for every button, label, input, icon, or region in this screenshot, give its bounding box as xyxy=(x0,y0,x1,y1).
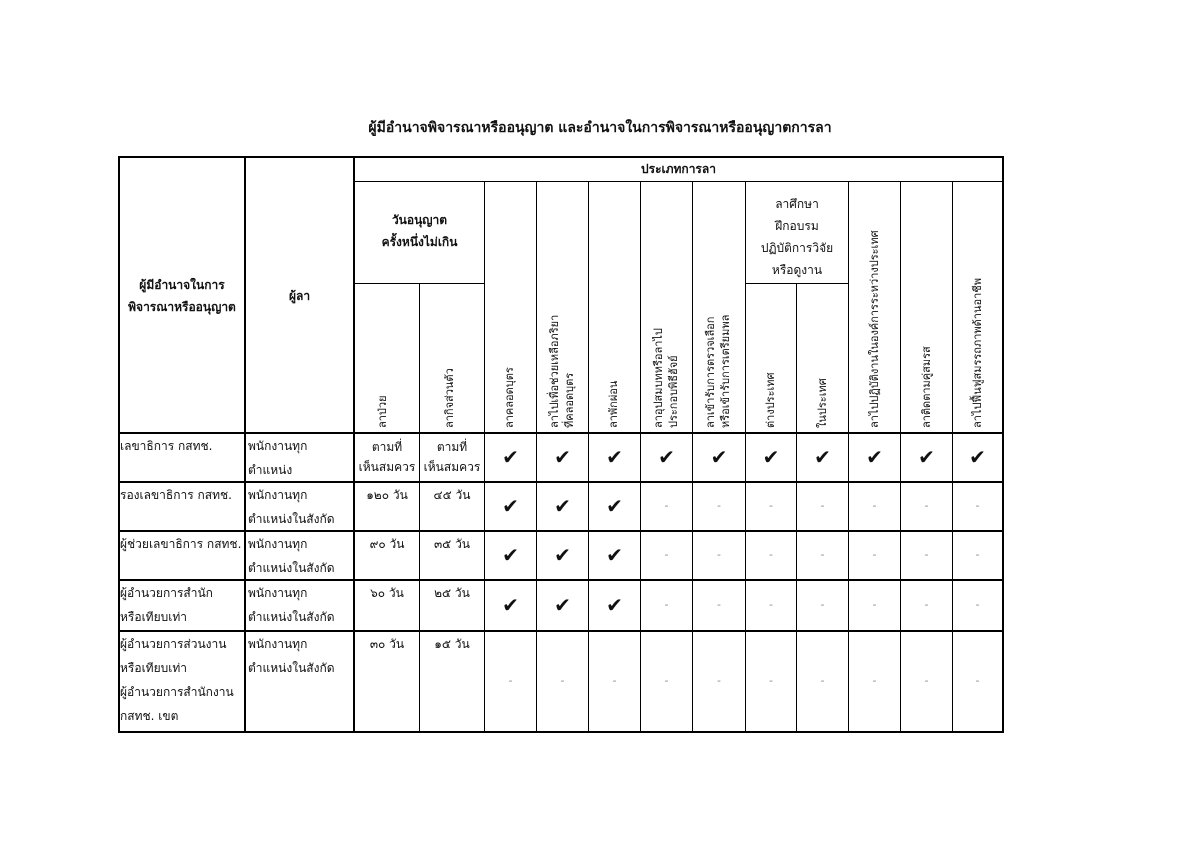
row-2-mark: ✔ xyxy=(606,494,623,518)
header-authority: ผู้มีอำนาจในการ พิจารณาหรืออนุญาต xyxy=(128,278,236,314)
header-study-group: ลาศึกษา ฝึกอบรม ปฏิบัติการวิจัย หรือดูงาน xyxy=(760,197,834,277)
row-3-mark: - xyxy=(872,548,877,561)
row-3-mark: - xyxy=(664,548,669,561)
row-5-mark: - xyxy=(769,674,773,687)
header-ordination-leave: ลาอุปสมบทหรือลาไป ประกอบพิธีฮัจย์ xyxy=(652,328,680,428)
row-4-mark: - xyxy=(664,598,669,611)
row-5-mark: - xyxy=(508,674,513,687)
row-1-requester: พนักงานทุก ตำแหน่ง xyxy=(248,439,308,477)
header-paternity-leave: ลาไปเพื่อช่วยเหลือภริยา ที่คลอดบุตร xyxy=(548,314,576,428)
row-5-mark: - xyxy=(560,674,565,687)
row-2-mark: - xyxy=(975,499,980,512)
header-vacation-leave: ลาพักผ่อน xyxy=(607,380,620,428)
header-study-domestic: ในประเทศ xyxy=(816,378,829,428)
row-4-mark: ✔ xyxy=(502,593,519,617)
rule-after-sick xyxy=(419,283,420,732)
header-days-allowed: วันอนุญาต ครั้งหนึ่งไม่เกิน xyxy=(381,213,458,249)
row-3-mark: ✔ xyxy=(554,543,571,567)
row-4-requester: พนักงานทุก ตำแหน่งในสังกัด xyxy=(248,586,335,624)
row-3-mark: - xyxy=(769,548,773,561)
header-leave-types: ประเภทการลา xyxy=(641,162,716,176)
header-requester: ผู้ลา xyxy=(288,289,311,303)
row-4-mark: - xyxy=(769,598,773,611)
row-3-authority: ผู้ช่วยเลขาธิการ กสทช. xyxy=(120,537,242,551)
row-2-personal-days: ๔๕ วัน xyxy=(433,488,471,502)
row-5-personal-days: ๑๕ วัน xyxy=(434,637,470,651)
row-3-mark: - xyxy=(820,548,825,561)
row-2-mark: ✔ xyxy=(554,494,571,518)
header-personal-leave: ลากิจส่วนตัว xyxy=(443,368,456,428)
row-4-mark: - xyxy=(820,598,825,611)
row-2-mark: - xyxy=(820,499,825,512)
row-2-mark: - xyxy=(924,499,929,512)
row-2-requester: พนักงานทุก ตำแหน่งในสังกัด xyxy=(248,488,335,526)
row-5-mark: - xyxy=(820,674,825,687)
rule-after-authority xyxy=(244,156,246,733)
header-study-abroad: ต่างประเทศ xyxy=(764,372,777,428)
row-2-mark: ✔ xyxy=(502,494,519,518)
row-5-authority: ผู้อำนวยการส่วนงาน หรือเทียบเท่า ผู้อำนวยการสำนักงาน กสทช. เขต xyxy=(120,637,234,723)
row-4-authority: ผู้อำนวยการสำนัก หรือเทียบเท่า xyxy=(120,586,213,624)
row-1-mark: ✔ xyxy=(606,445,623,469)
row-4-mark: ✔ xyxy=(606,593,623,617)
row-4-mark: - xyxy=(975,598,980,611)
row-5-mark: - xyxy=(872,674,877,687)
row-2-mark: - xyxy=(717,499,721,512)
row-1-sick-days: ตามที่ เห็นสมควร xyxy=(358,440,416,474)
row-4-sick-days: ๖๐ วัน xyxy=(370,586,404,600)
rule-under-leave-types xyxy=(353,181,1004,182)
row-1-personal-days: ตามที่ เห็นสมควร xyxy=(423,440,481,474)
row-2-mark: - xyxy=(769,499,773,512)
row-1-mark: ✔ xyxy=(554,445,571,469)
header-intl-org-leave: ลาไปปฏิบัติงานในองค์การระหว่างประเทศ xyxy=(868,230,881,428)
row-4-mark: - xyxy=(924,598,929,611)
row-5-sick-days: ๓๐ วัน xyxy=(369,637,405,651)
row-3-mark: ✔ xyxy=(606,543,623,567)
row-1-mark: ✔ xyxy=(814,445,831,469)
row-3-mark: ✔ xyxy=(502,543,519,567)
row-5-mark: - xyxy=(975,674,980,687)
header-military-leave: ลาเข้ารับการตรวจเลือก หรือเข้ารับการเตรียมพล xyxy=(704,314,732,428)
row-4-mark: ✔ xyxy=(554,593,571,617)
row-5-mark: - xyxy=(924,674,929,687)
row-5-mark: - xyxy=(612,674,617,687)
row-1-mark: ✔ xyxy=(969,445,986,469)
row-5-mark: - xyxy=(664,674,669,687)
row-5-mark: - xyxy=(717,674,721,687)
row-3-requester: พนักงานทุก ตำแหน่งในสังกัด xyxy=(248,537,335,575)
row-2-sick-days: ๑๒๐ วัน xyxy=(366,488,408,502)
row-1-mark: ✔ xyxy=(866,445,883,469)
table-border-bottom xyxy=(118,731,1004,733)
row-2-mark: - xyxy=(664,499,669,512)
header-sick-leave: ลาป่วย xyxy=(376,395,389,428)
row-1-mark: ✔ xyxy=(502,445,519,469)
row-3-mark: - xyxy=(975,548,980,561)
row-3-mark: - xyxy=(924,548,929,561)
header-rehab-leave: ลาไปฟื้นฟูสมรรถภาพด้านอาชีพ xyxy=(971,278,984,428)
row-2-mark: - xyxy=(872,499,877,512)
row-4-mark: - xyxy=(717,598,721,611)
row-5-requester: พนักงานทุก ตำแหน่งในสังกัด xyxy=(248,637,335,675)
header-maternity-leave: ลาคลอดบุตร xyxy=(503,367,516,428)
row-4-personal-days: ๒๕ วัน xyxy=(434,586,470,600)
row-1-mark: ✔ xyxy=(658,445,675,469)
row-3-personal-days: ๓๕ วัน xyxy=(433,537,471,551)
row-2-authority: รองเลขาธิการ กสทช. xyxy=(120,488,232,502)
table-border-right xyxy=(1002,156,1004,733)
row-1-mark: ✔ xyxy=(710,445,728,469)
page-title: ผู้มีอำนาจพิจารณาหรืออนุญาต และอำนาจในการพิจารณาหรืออนุญาตการลา xyxy=(368,120,832,136)
row-3-sick-days: ๙๐ วัน xyxy=(369,537,405,551)
leave-authority-table xyxy=(118,156,1004,732)
row-1-mark: ✔ xyxy=(918,445,935,469)
row-1-authority: เลขาธิการ กสทช. xyxy=(120,439,213,453)
row-4-mark: - xyxy=(872,598,877,611)
header-spouse-leave: ลาติดตามคู่สมรส xyxy=(920,346,933,428)
row-3-mark: - xyxy=(717,548,721,561)
row-1-mark: ✔ xyxy=(762,445,780,469)
